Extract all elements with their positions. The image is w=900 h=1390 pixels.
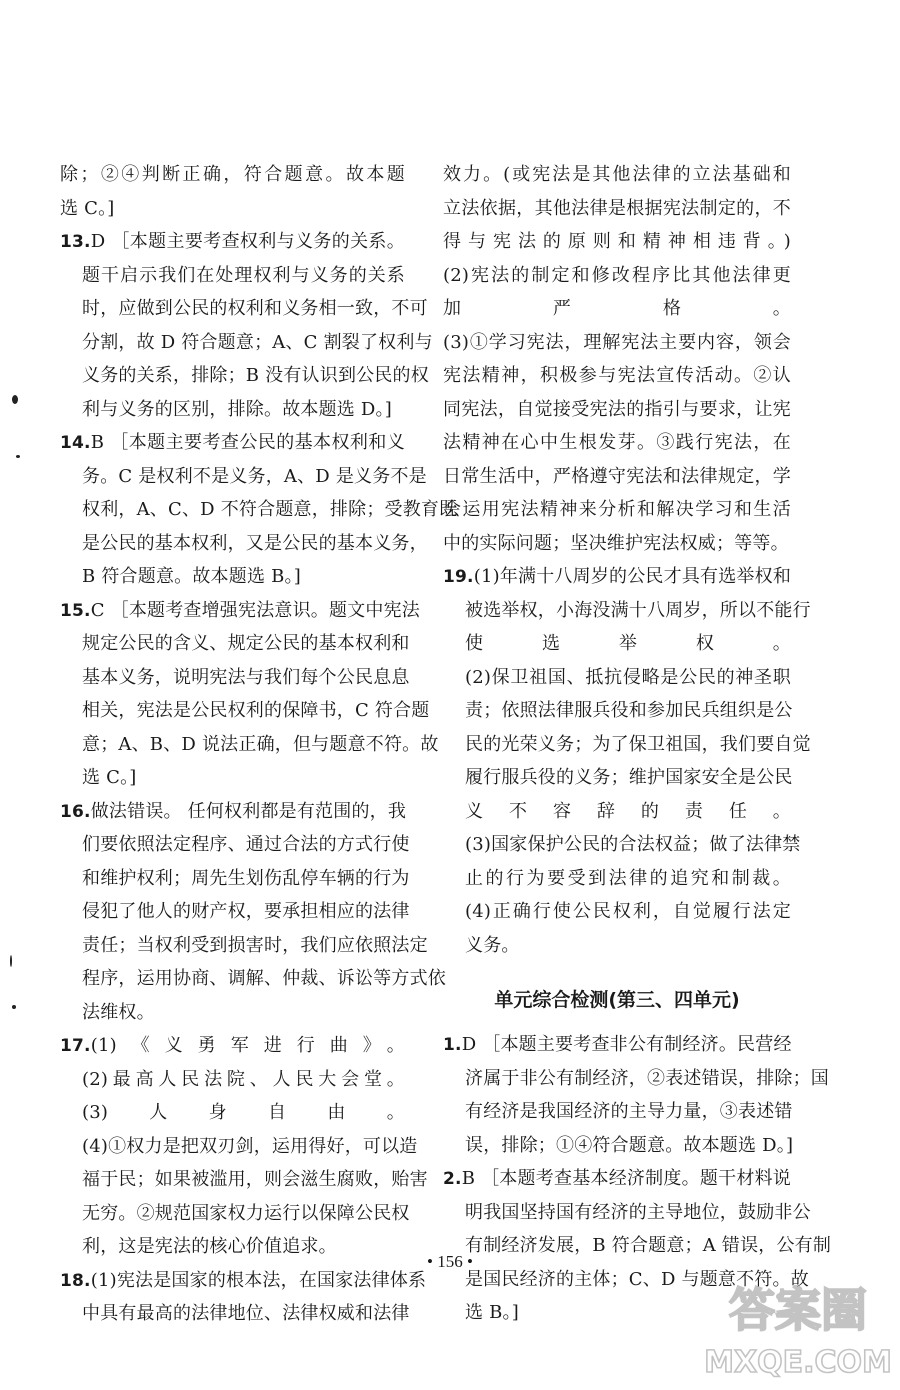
text-line (443, 795, 791, 829)
text-line (443, 862, 791, 896)
text-line (60, 359, 429, 393)
line-text: 得与宪法的原则和精神相违背。) (443, 231, 791, 252)
text-line (60, 594, 421, 628)
line-text: 务。C 是权利不是义务，A、D 是义务不是 (82, 465, 427, 487)
scan-speck (10, 955, 12, 967)
line-text: 立法依据，其他法律是根据宪法制定的，不 (443, 197, 791, 219)
text-line (60, 493, 458, 527)
line-text: 利，这是宪法的核心价值追求。 (82, 1236, 337, 1257)
text-line (443, 1028, 791, 1062)
line-text: 误，排除；①④符合题意。故本题选 D。] (465, 1134, 794, 1156)
answer-item (443, 1028, 829, 1162)
text-line (60, 728, 439, 762)
scan-speck (12, 1005, 16, 1009)
answer-item (60, 1264, 427, 1331)
line-text: 加严格。 (443, 298, 791, 319)
answer-continuation (443, 158, 791, 560)
text-line (443, 1095, 791, 1129)
text-line (60, 828, 410, 862)
answer-item (60, 225, 433, 426)
line-text: D ［本题主要考查权利与义务的关系。 (90, 231, 405, 252)
line-text: (2)保卫祖国、抵抗侵略是公民的神圣职 (465, 666, 791, 688)
line-text: 履行服兵役的义务；维护国家安全是公民 (465, 767, 793, 788)
line-text: 选 B。] (465, 1302, 519, 1323)
question-number: 2. (443, 1169, 462, 1189)
text-line (60, 326, 433, 360)
text-line (60, 259, 405, 293)
line-text: (2)最高人民法院、人民大会堂。 (82, 1068, 405, 1090)
line-text: 程序，运用协商、调解、仲裁、诉讼等方式依 (82, 968, 446, 989)
text-line (443, 259, 791, 293)
line-text: D ［本题主要考查非公有制经济。民营经 (461, 1034, 792, 1055)
text-line (443, 359, 791, 393)
text-line (443, 225, 791, 259)
text-line (443, 426, 791, 460)
text-line (60, 661, 410, 695)
line-text: 同宪法，自觉接受宪法的指引与要求，让宪 (443, 398, 791, 420)
watermark-logo (704, 1264, 892, 1384)
text-line (443, 728, 811, 762)
text-line (60, 895, 410, 929)
line-text: 被选举权，小海没满十八周岁，所以不能行 (465, 599, 811, 621)
line-text: 法精神在心中生根发芽。③践行宪法，在 (443, 432, 791, 453)
text-line (60, 292, 428, 326)
line-text: 义不容辞的责任。 (465, 800, 791, 822)
line-text: (3)人身自由。 (82, 1102, 405, 1123)
text-line (60, 627, 410, 661)
scan-speck (16, 455, 20, 458)
question-number: 15. (60, 600, 91, 621)
text-line (443, 292, 791, 326)
text-line (443, 1129, 794, 1163)
watermark-text: 答案圈 (729, 1283, 867, 1337)
answer-continuation (60, 158, 405, 225)
scan-speck (12, 395, 18, 404)
line-text: (1)《义勇军进行曲》。 (90, 1035, 405, 1056)
line-text: B ［本题考查基本经济制度。题干材料说 (461, 1168, 791, 1189)
line-text: 有制经济发展，B 符合题意；A 错误，公有制 (465, 1235, 832, 1256)
text-line (60, 527, 428, 561)
section-title: 单元综合检测(第三、四单元) (494, 989, 740, 1011)
line-text: 侵犯了他人的财产权，要承担相应的法律 (82, 901, 410, 922)
line-text: 责；依照法律服兵役和参加民兵组织是公 (465, 700, 793, 721)
text-line (60, 1029, 405, 1063)
text-line (443, 460, 791, 494)
line-text: (2)宪法的制定和修改程序比其他法律更 (443, 264, 791, 286)
line-text: 责任；当权利受到损害时，我们应依照法定 (82, 934, 428, 956)
text-line (443, 1062, 829, 1096)
text-line (443, 493, 791, 527)
line-text: (1)年满十八周岁的公民才具有选举权和 (473, 566, 792, 587)
line-text: 义务的关系，排除；B 没有认识到公民的权 (82, 365, 429, 386)
text-line (60, 694, 430, 728)
text-line (60, 1130, 418, 1164)
text-line (60, 560, 405, 594)
line-text: 中的实际问题；坚决维护宪法权威；等等。 (443, 532, 789, 554)
line-text: (3)国家保护公民的合法权益；做了法律禁 (465, 834, 801, 855)
line-text: 止的行为要受到法律的追究和制裁。 (465, 867, 791, 889)
text-line (443, 627, 791, 661)
text-line (60, 962, 446, 996)
line-text: C ［本题考查增强宪法意识。题文中宪法 (90, 599, 421, 621)
line-text: 民的光荣义务；为了保卫祖国，我们要自觉 (465, 733, 811, 755)
text-line (60, 225, 405, 259)
line-text: 有经济是我国经济的主导力量，③表述错 (465, 1101, 793, 1122)
line-text: 济属于非公有制经济，②表述错误，排除；国 (465, 1067, 829, 1089)
line-text: 是国民经济的主体；C、D 与题意不符。故 (465, 1268, 809, 1290)
text-line (443, 527, 791, 561)
text-line (60, 1163, 428, 1197)
line-text: 义务。 (465, 934, 520, 956)
line-text: 宪法精神，积极参与宪法宣传活动。②认 (443, 365, 791, 386)
line-text: 们要依照法定程序、通过合法的方式行使 (82, 834, 410, 855)
line-text: 选 C。] (82, 767, 137, 788)
question-number: 19. (443, 567, 474, 587)
line-text: (1)宪法是国家的根本法，在国家法律体系 (90, 1269, 427, 1291)
line-text: 明我国坚持国有经济的主导地位，鼓励非公 (465, 1201, 811, 1223)
line-text: (4)正确行使公民权利，自觉履行法定 (465, 901, 791, 922)
line-text: B ［本题主要考查公民的基本权利和义 (90, 432, 405, 453)
text-line (443, 560, 791, 594)
text-line (60, 1096, 405, 1130)
answer-item (60, 594, 439, 795)
text-line (60, 426, 405, 460)
right-column-answers (443, 158, 811, 962)
line-text: 中具有最高的法律地位、法律权威和法律 (82, 1303, 410, 1324)
text-line (60, 460, 427, 494)
question-number: 13. (60, 232, 91, 252)
text-line (443, 158, 791, 192)
text-line (60, 393, 405, 427)
line-text: 分割，故 D 符合题意；A、C 割裂了权利与 (82, 331, 433, 353)
text-line (443, 694, 791, 728)
question-number: 17. (60, 1036, 91, 1056)
text-line (60, 1297, 410, 1331)
text-line (443, 929, 791, 963)
text-line (60, 1197, 410, 1231)
line-text: 基本义务，说明宪法与我们每个公民息息 (82, 666, 410, 688)
answer-item (443, 560, 811, 962)
line-text: 和维护权利；周先生划伤乱停车辆的行为 (82, 867, 410, 889)
text-line (443, 661, 791, 695)
text-line (60, 862, 410, 896)
line-text: 会运用宪法精神来分析和解决学习和生活 (443, 499, 791, 520)
text-line (60, 158, 405, 192)
text-line (443, 393, 791, 427)
text-line (443, 1196, 811, 1230)
line-text: 做法错误。 任何权利都是有范围的，我 (90, 800, 407, 822)
line-text: 除；②④判断正确，符合题意。故本题 (60, 164, 405, 185)
line-text: 使选举权。 (465, 633, 791, 654)
watermark-url: MXQE.COM (704, 1345, 892, 1380)
text-line (443, 828, 801, 862)
question-number: 18. (60, 1270, 91, 1291)
line-text: (3)①学习宪法，理解宪法主要内容，领会 (443, 331, 791, 353)
answer-item (60, 795, 446, 1030)
text-line (60, 192, 405, 226)
text-line (60, 761, 405, 795)
text-line (443, 761, 791, 795)
line-text: 相关，宪法是公民权利的保障书，C 符合题 (82, 700, 430, 721)
text-line (443, 1162, 791, 1196)
text-line (60, 795, 405, 829)
text-line (443, 594, 811, 628)
line-text: 选 C。] (60, 197, 115, 219)
line-text: 题干启示我们在处理权利与义务的关系 (82, 264, 405, 286)
line-text: 时，应做到公民的权利和义务相一致，不可 (82, 298, 428, 319)
line-text: 权利，A、C、D 不符合题意，排除；受教育既 (82, 499, 458, 520)
line-text: B 符合题意。故本题选 B。] (82, 566, 301, 587)
line-text: 规定公民的含义、规定公民的基本权利和 (82, 633, 410, 654)
text-line (443, 326, 791, 360)
line-text: 利与义务的区别，排除。故本题选 D。] (82, 398, 392, 420)
text-line (443, 192, 791, 226)
text-line (60, 1063, 405, 1097)
line-text: (4)①权力是把双刃剑，运用得好，可以造 (82, 1135, 418, 1157)
line-text: 是公民的基本权利，又是公民的基本义务， (82, 532, 428, 554)
line-text: 无穷。②规范国家权力运行以保障公民权 (82, 1202, 410, 1224)
question-number: 16. (60, 801, 91, 822)
line-text: 福于民；如果被滥用，则会滋生腐败，贻害 (82, 1169, 428, 1190)
question-number: 14. (60, 433, 91, 453)
text-line (60, 996, 405, 1030)
question-number: 1. (443, 1035, 462, 1055)
text-line (443, 895, 791, 929)
text-line (60, 929, 428, 963)
line-text: 法维权。 (82, 1001, 155, 1023)
page-number: • 156 • (427, 1252, 473, 1271)
answer-item (60, 1029, 428, 1264)
line-text: 日常生活中，严格遵守宪法和法律规定，学 (443, 465, 791, 487)
line-text: 效力。(或宪法是其他法律的立法基础和 (443, 164, 791, 185)
answer-item (60, 426, 458, 594)
line-text: 意；A、B、D 说法正确，但与题意不符。故 (82, 733, 439, 755)
